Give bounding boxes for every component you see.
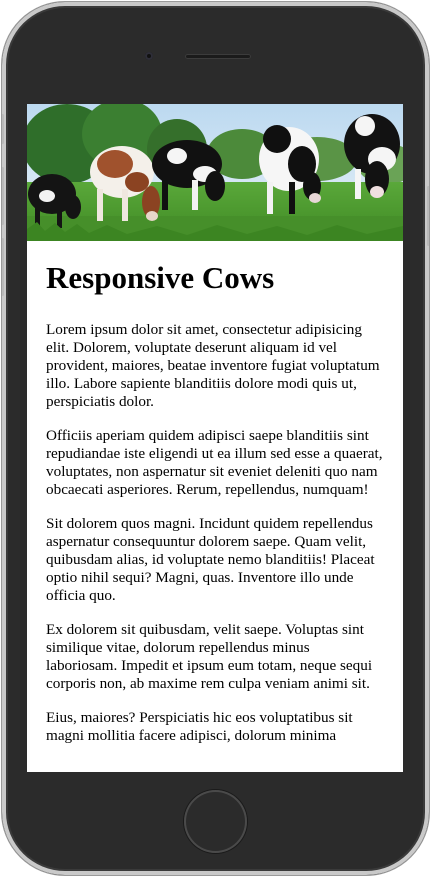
article-content	[27, 241, 403, 745]
paragraph-3: Sit dolorem quos magni. Incidunt quidem repellendus aspernatur consequuntur dolorem saepe. Quam velit, quibusdam alias, id voluptate nemo blanditiis! Placeat optio nihil sequi? Magni, quas. Inventore illo unde officia quo.	[46, 515, 375, 604]
volume-down-button	[1, 238, 4, 296]
home-button-icon[interactable]	[184, 790, 247, 853]
earpiece-speaker-icon	[185, 54, 251, 59]
phone-screen	[27, 104, 403, 772]
paragraph-5: Eius, maiores? Perspiciatis hic eos voluptatibus sit magni mollitia facere adipisci, dolorum minima	[46, 709, 353, 744]
paragraph-1: Lorem ipsum dolor sit amet, consectetur adipisicing elit. Dolorem, voluptate deserunt aliquam id vel provident, maiores, beatae inventore fugiat voluptatum illo. Labore sapiente blanditiis dolore modi quis ut, perspiciatis dolor.	[46, 321, 380, 410]
paragraph-2: Officiis aperiam quidem adipisci saepe blanditiis sint repudiandae iste eligendi ut ea illum sed esse a quaerat, voluptates, non aspernatur sit eveniet deleniti quo nam obcaecati asperiores. Rerum, repellendus, numquam!	[46, 427, 383, 498]
volume-up-button	[1, 167, 4, 225]
cows-grazing-illustration	[27, 104, 403, 241]
power-button	[427, 186, 430, 246]
mute-switch	[1, 114, 4, 144]
page-title: Responsive Cows	[46, 260, 275, 295]
hero-image-cows	[27, 104, 403, 241]
paragraph-4: Ex dolorem sit quibusdam, velit saepe. Voluptas sint similique vitae, dolorum repellendus minus laboriosam. Impedit et ipsum eum totam, neque sequi corporis non, ab maxime rem culpa veniam animi sit.	[46, 621, 373, 692]
front-camera-icon	[145, 52, 153, 60]
